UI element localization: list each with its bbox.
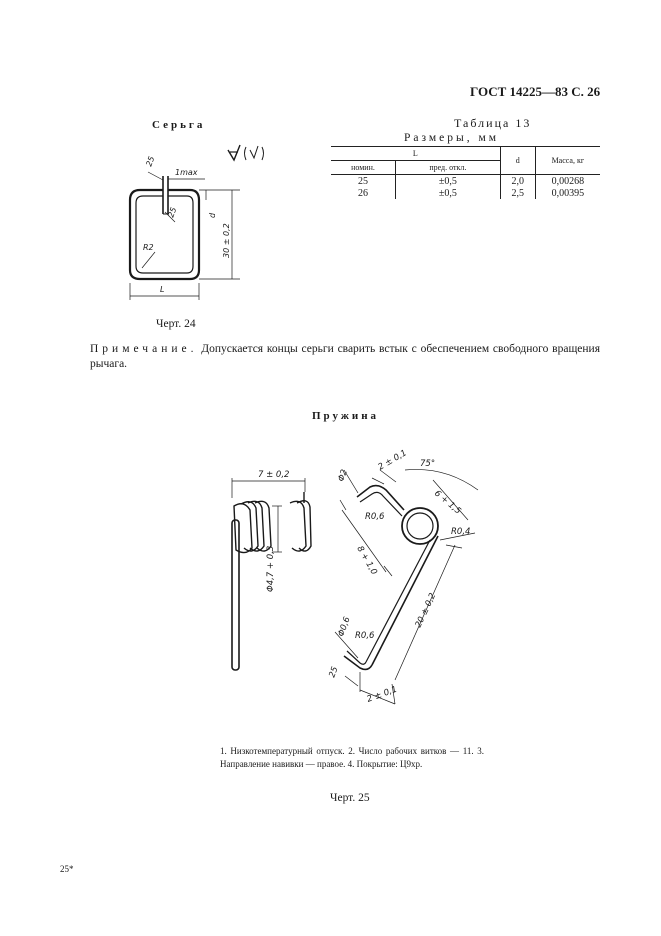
spring-footnotes: 1. Низкотемпературный отпуск. 2. Число рабочих витков — 11. 3. Направление навивки — правое. 4. Покрытие: Ц9хр. [220, 746, 484, 769]
table-cell-tolerance: ±0,5 [396, 187, 501, 199]
spring-bottom-label: 2 ± 0,1 [365, 684, 399, 705]
spring-arm-label: 20 ± 0,2 [413, 591, 439, 630]
table-header-tolerance: пред. откл. [396, 161, 501, 175]
earring-angle-label: 25 [144, 155, 157, 168]
dimensions-table [331, 146, 600, 199]
earring-radius-label: R2 [143, 243, 154, 252]
earring-thickness-label: d [208, 212, 217, 218]
spring-diameter-label: Φ4,7 + 0,3 [266, 545, 276, 592]
earring-caption: Черт. 24 [156, 318, 196, 330]
table-cell-nominal: 25 [358, 175, 368, 187]
spring-loop-label: 6 + 1,5 [432, 488, 463, 517]
spring-r2-label: R0,4 [451, 527, 471, 537]
spring-caption: Черт. 25 [330, 792, 370, 804]
table-cell-d: 2,5 [500, 187, 535, 199]
note-text: Допускается концы серьги сварить встык с обеспечением свободного вращения рычага. [90, 343, 600, 370]
spring-length-label: 7 ± 0,2 [258, 470, 290, 480]
spring-r3-label: R0,6 [355, 631, 375, 641]
document-header: ГОСТ 14225—83 С. 26 [470, 84, 601, 99]
table-row [331, 187, 600, 199]
table-header-d: d [500, 147, 535, 175]
spring-span-label: 8 + 1,0 [354, 544, 379, 577]
spring-angle-label: 75° [420, 459, 436, 469]
table-header-mass: Масса, кг [535, 147, 600, 175]
table-cell-tolerance: ±0,5 [396, 175, 501, 188]
earring-drawing [120, 140, 350, 310]
page-number: 25* [60, 864, 74, 874]
table-header-l: L [331, 147, 500, 161]
spring-wire-d2-label: Φ0,6 [336, 615, 353, 639]
table-title: Таблица 13 [454, 116, 532, 130]
spring-r1-label: R0,6 [365, 512, 385, 522]
spring-angle2-label: 25 [327, 665, 341, 680]
earring-title: Серьга [152, 119, 206, 131]
note-paragraph [90, 342, 600, 372]
table-cell-mass: 0,00268 [535, 175, 600, 188]
table-row [331, 175, 600, 188]
earring-height-label: 30 ± 0,2 [222, 223, 231, 258]
spring-drawing [215, 440, 510, 720]
spring-end-offset-label: 2 ± 0,1 [376, 448, 409, 473]
note-lead: Примечание. [90, 343, 198, 355]
table-subtitle: Размеры, мм [404, 132, 500, 144]
table-cell-mass: 0,00395 [535, 187, 600, 199]
earring-inner-angle-label: 25 [166, 206, 179, 219]
earring-width-label: L [160, 285, 165, 294]
spring-title: Пружина [312, 410, 380, 422]
table-header-nominal: номин. [331, 161, 396, 175]
table-cell-d: 2,0 [500, 175, 535, 188]
table-cell-nominal: 26 [358, 187, 368, 199]
earring-gap-label: 1max [175, 168, 198, 177]
spring-wire-d1-label: Φ2 [336, 468, 350, 484]
